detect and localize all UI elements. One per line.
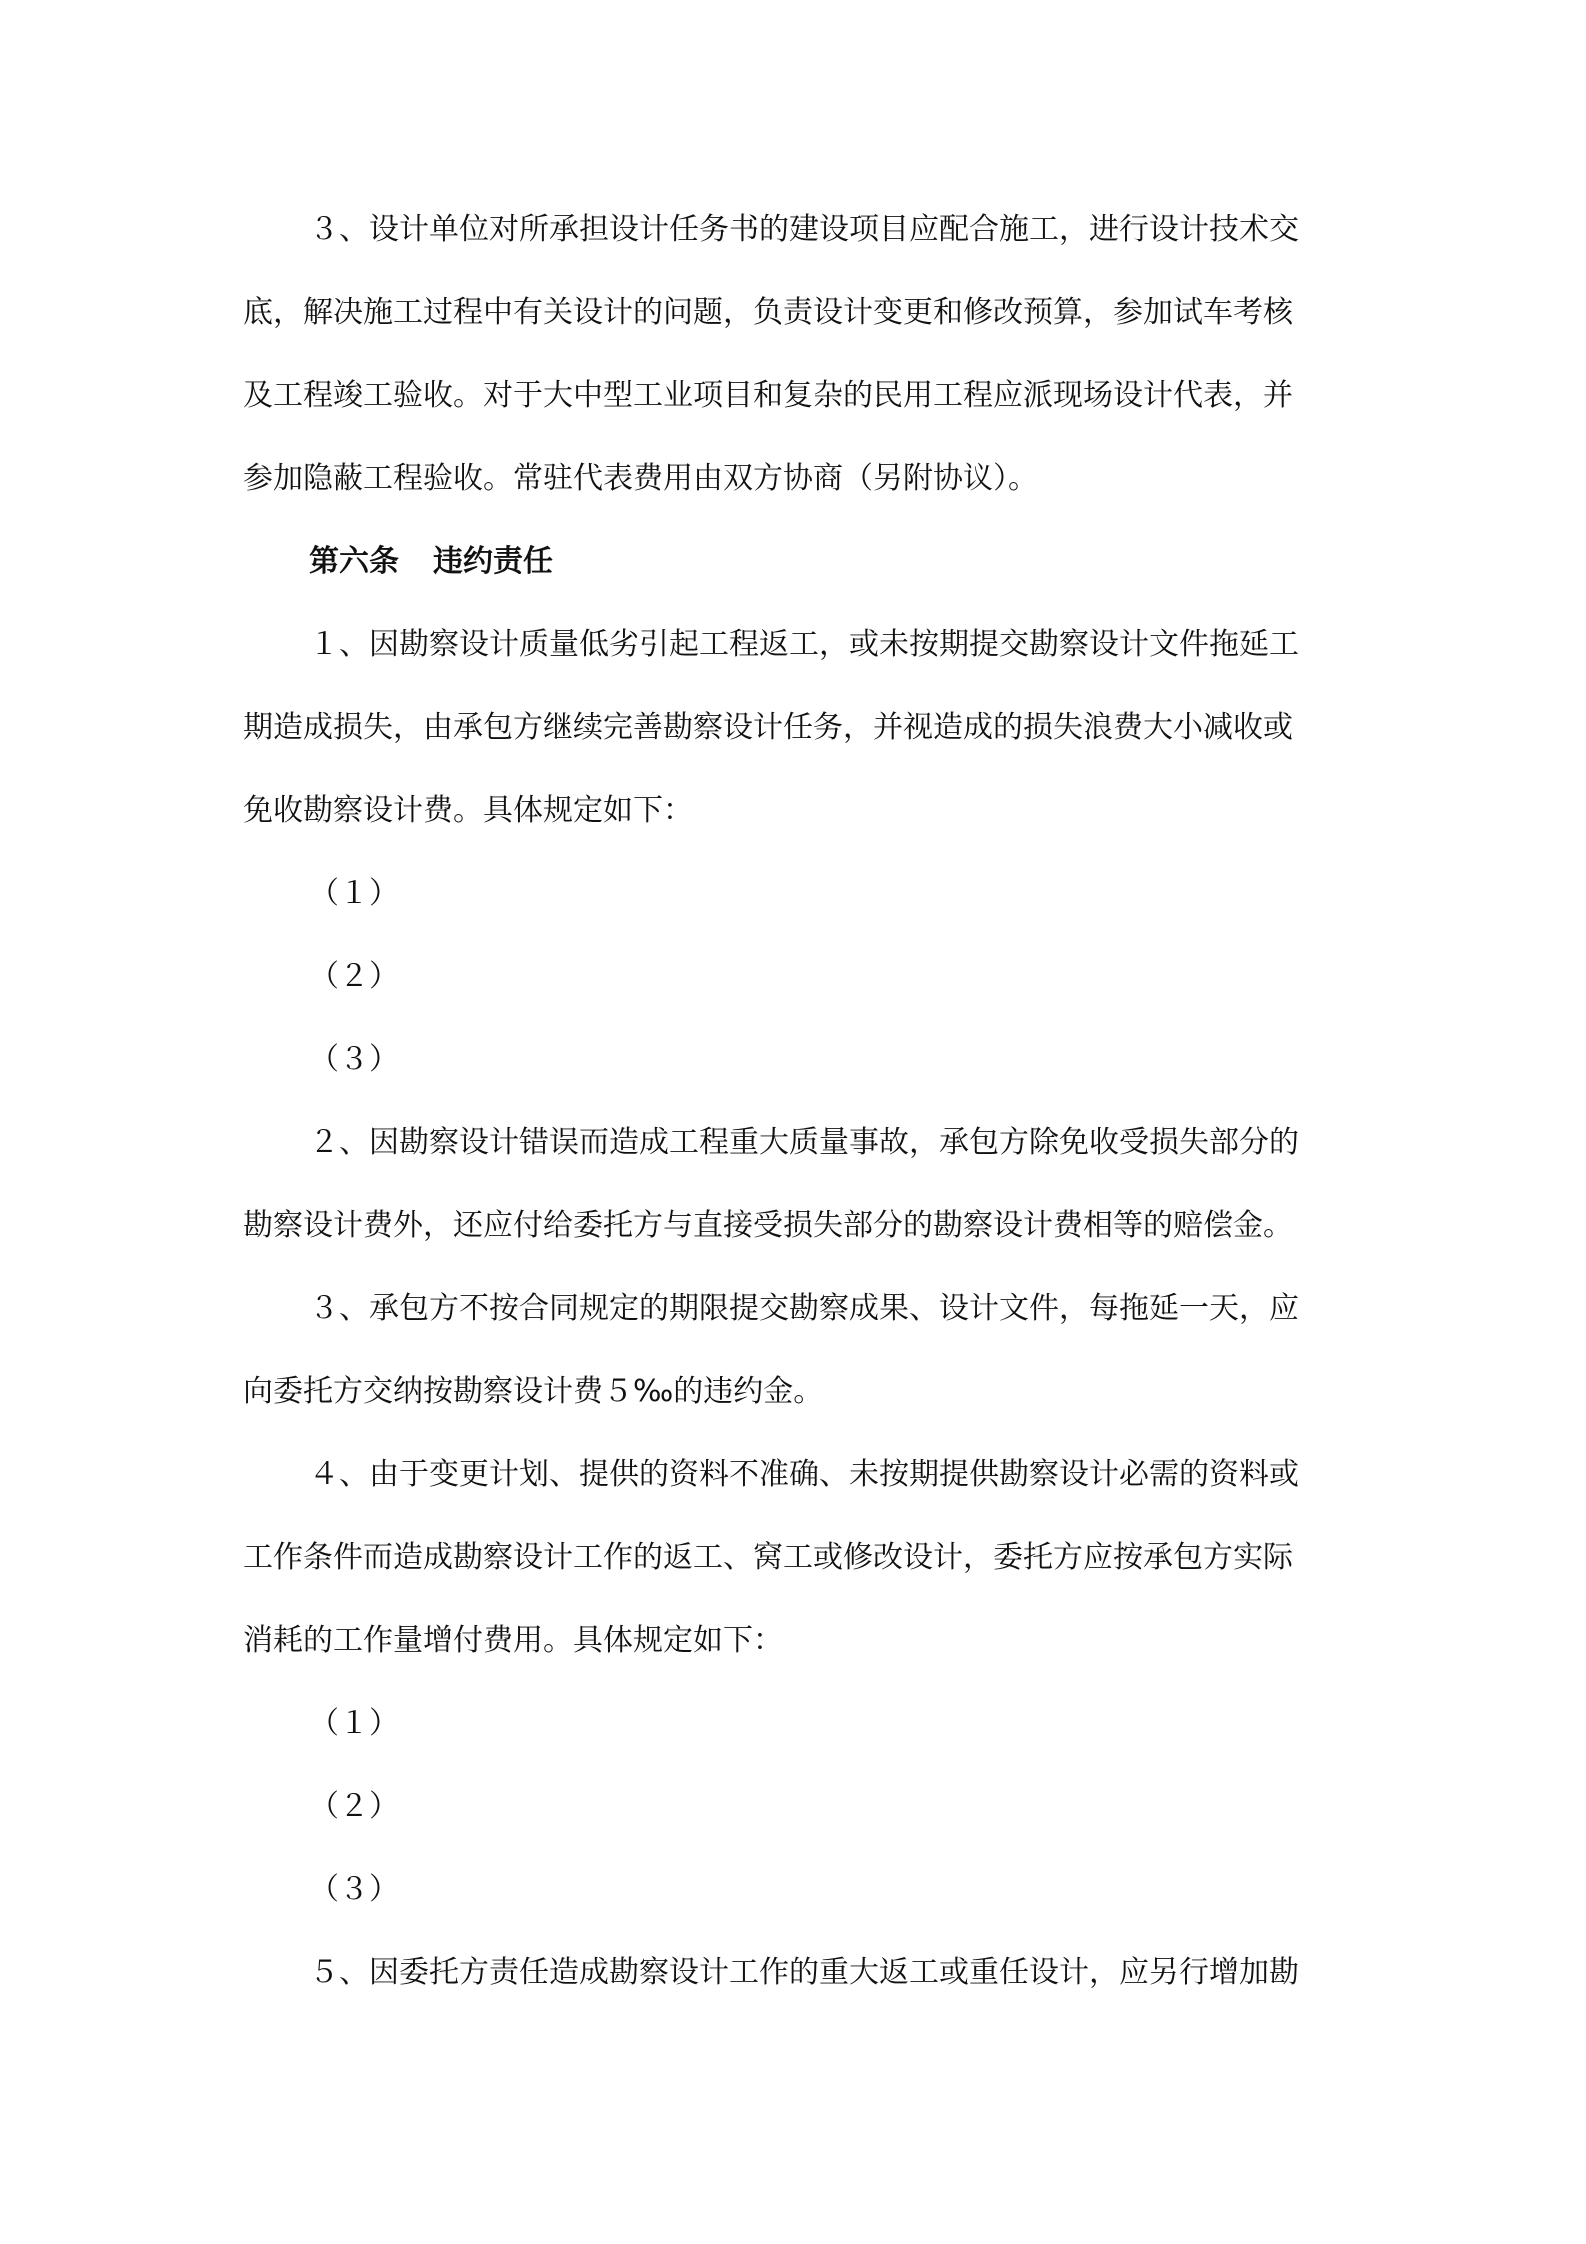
list-item: （３） bbox=[309, 1042, 399, 1077]
clause-line: 工作条件而造成勘察设计工作的返工、窝工或修改设计，委托方应按承包方实际 bbox=[243, 1540, 1293, 1575]
article-heading bbox=[243, 532, 1355, 615]
clause-line: ２、因勘察设计错误而造成工程重大质量事故，承包方除免收受损失部分的 bbox=[309, 1125, 1299, 1160]
list-item: （１） bbox=[309, 876, 399, 911]
paragraph-line: 底，解决施工过程中有关设计的问题，负责设计变更和修改预算，参加试车考核 bbox=[243, 295, 1293, 330]
article-title: 违约责任 bbox=[433, 544, 553, 579]
clause-line: 勘察设计费外，还应付给委托方与直接受损失部分的勘察设计费相等的赔偿金。 bbox=[243, 1208, 1293, 1243]
list-item: （２） bbox=[309, 1789, 399, 1824]
document-body bbox=[243, 200, 1355, 2026]
list-item: （３） bbox=[309, 1872, 399, 1907]
paragraph-line: 及工程竣工验收。对于大中型工业项目和复杂的民用工程应派现场设计代表，并 bbox=[243, 378, 1293, 413]
paragraph-line: 参加隐蔽工程验收。常驻代表费用由双方协商（另附协议）。 bbox=[243, 461, 1038, 496]
clause-line: 免收勘察设计费。具体规定如下： bbox=[243, 793, 693, 828]
article-number: 第六条 bbox=[309, 544, 399, 579]
clause-line: ３、承包方不按合同规定的期限提交勘察成果、设计文件，每拖延一天，应 bbox=[309, 1291, 1299, 1326]
clause-line: 期造成损失，由承包方继续完善勘察设计任务，并视造成的损失浪费大小减收或 bbox=[243, 710, 1293, 745]
clause-line: ５、因委托方责任造成勘察设计工作的重大返工或重任设计，应另行增加勘 bbox=[309, 1955, 1299, 1990]
clause-line: 向委托方交纳按勘察设计费５‰的违约金。 bbox=[243, 1374, 824, 1409]
paragraph-line: ３、设计单位对所承担设计任务书的建设项目应配合施工，进行设计技术交 bbox=[309, 212, 1299, 247]
list-item: （１） bbox=[309, 1706, 399, 1741]
clause-line: ４、由于变更计划、提供的资料不准确、未按期提供勘察设计必需的资料或 bbox=[309, 1457, 1299, 1492]
list-item: （２） bbox=[309, 959, 399, 994]
clause-line: 消耗的工作量增付费用。具体规定如下： bbox=[243, 1623, 783, 1658]
clause-line: １、因勘察设计质量低劣引起工程返工，或未按期提交勘察设计文件拖延工 bbox=[309, 627, 1299, 662]
